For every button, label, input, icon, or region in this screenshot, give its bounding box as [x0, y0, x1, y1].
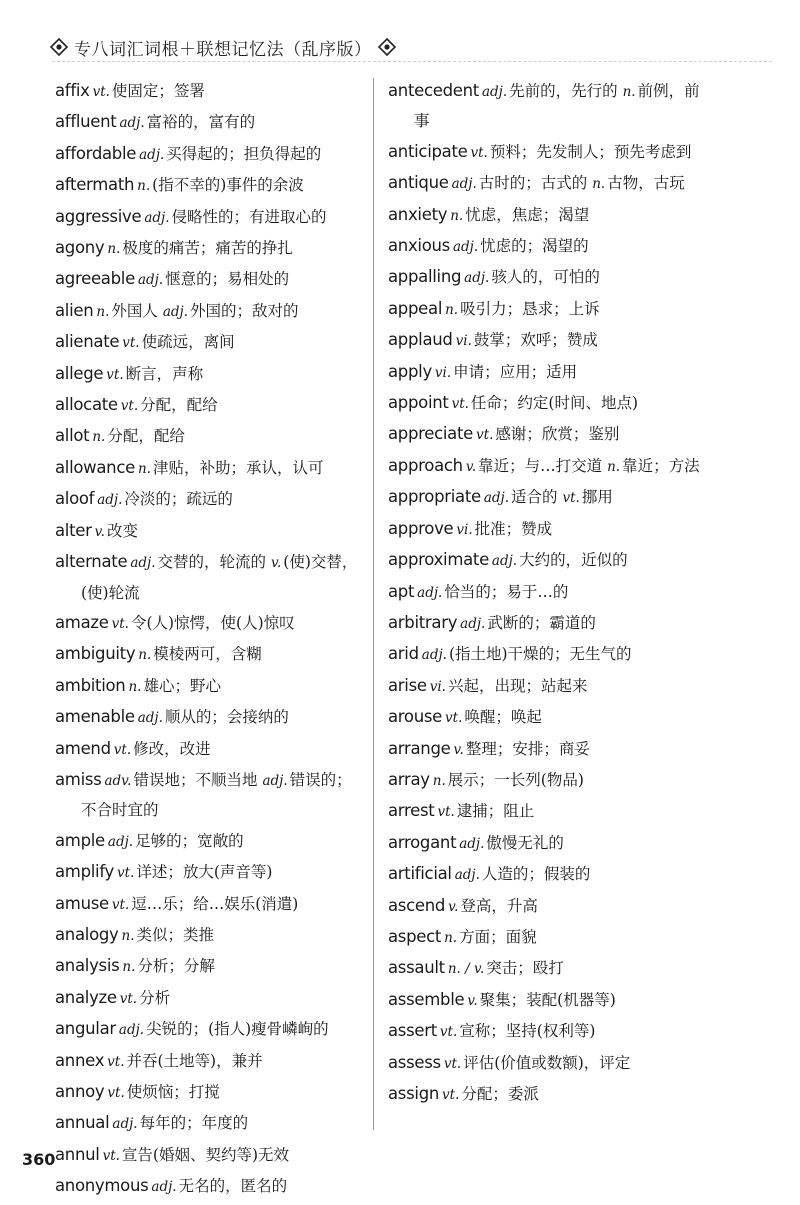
headword: alternate	[55, 552, 128, 572]
headword: arrest	[388, 801, 435, 821]
definition: 古时的；古式的	[478, 174, 588, 193]
definition: 古物，古玩	[607, 174, 685, 193]
definition: 交替的，轮流的	[157, 553, 266, 572]
part-of-speech: n.	[607, 458, 621, 475]
definition: 使固定；签署	[111, 82, 205, 100]
vocab-entry	[388, 545, 703, 576]
part-of-speech: vt.	[111, 896, 130, 913]
headword: annex	[55, 1050, 105, 1070]
definition: 改变	[106, 521, 138, 540]
part-of-speech: n.	[128, 678, 142, 695]
vocab-entry	[388, 985, 703, 1016]
headword: array	[388, 769, 430, 789]
part-of-speech: vt.	[102, 1147, 120, 1164]
headword: arrogant	[388, 832, 457, 852]
part-of-speech: n.	[121, 927, 135, 944]
definition: 申请；应用；适用	[453, 362, 578, 381]
vocab-entry	[388, 137, 703, 168]
definition: 前例，前事	[414, 82, 700, 131]
part-of-speech: adj.	[139, 146, 165, 163]
part-of-speech: vt.	[443, 1055, 462, 1072]
definition: 买得起的；担负得起的	[166, 144, 322, 163]
definition: 武断的；霸道的	[487, 613, 596, 632]
definition: 唤醒；唤起	[464, 708, 542, 727]
part-of-speech: adj.	[119, 115, 145, 132]
definition: 任命；约定(时间、地点)	[470, 394, 639, 413]
part-of-speech: adj.	[454, 867, 480, 884]
part-of-speech: adj.	[151, 1179, 177, 1196]
vocab-entry	[55, 920, 367, 951]
definition: 尖锐的；(指人)瘦骨嶙峋的	[146, 1020, 329, 1039]
page-number: 360	[22, 1150, 56, 1169]
vocab-entry	[55, 951, 367, 982]
headword: applaud	[388, 330, 453, 350]
headword: aspect	[388, 926, 442, 946]
headword: amend	[55, 738, 111, 758]
headword: analogy	[55, 924, 119, 944]
vocab-entry	[388, 262, 703, 293]
part-of-speech: v.	[270, 555, 282, 572]
vocab-entry	[55, 547, 367, 608]
headword: amiss	[55, 769, 102, 789]
part-of-speech: adj.	[97, 492, 123, 509]
headword: allocate	[55, 395, 118, 415]
definition: 修改，改进	[133, 739, 211, 758]
headword: annoy	[55, 1082, 105, 1101]
definition: 兴起，出现；站起来	[447, 676, 588, 695]
vocab-entry	[388, 1016, 703, 1047]
definition: 适合的	[511, 488, 558, 507]
part-of-speech: n.	[138, 647, 152, 664]
headword: arouse	[388, 707, 443, 727]
part-of-speech: n.	[450, 207, 464, 224]
vocab-entry	[388, 76, 703, 137]
part-of-speech: vt.	[442, 1087, 460, 1103]
part-of-speech: vi.	[434, 364, 452, 381]
part-of-speech: adj.	[421, 647, 447, 664]
headword: appropriate	[388, 487, 481, 507]
part-of-speech: adj.	[464, 270, 490, 287]
vocab-entry	[55, 327, 367, 358]
part-of-speech: adj.	[118, 1022, 145, 1039]
vocab-entry	[55, 359, 367, 390]
headword: analysis	[55, 956, 120, 976]
part-of-speech: v.	[467, 992, 478, 1009]
part-of-speech: adj.	[452, 239, 479, 256]
headword: ascend	[388, 895, 446, 915]
part-of-speech: vt.	[445, 710, 463, 727]
definition: 足够的；宽敞的	[135, 831, 244, 850]
part-of-speech: vt.	[120, 398, 139, 415]
definition: 惬意的；易相处的	[165, 270, 290, 289]
vocab-entry	[55, 264, 367, 295]
headword: apply	[388, 361, 432, 381]
definition: 骇人的，可怕的	[491, 268, 600, 287]
definition: 分析；分解	[137, 957, 215, 976]
part-of-speech: adj.	[112, 1116, 138, 1133]
part-of-speech: n.	[622, 84, 636, 100]
part-of-speech: vt.	[122, 335, 140, 352]
vocab-entry	[55, 1014, 367, 1045]
part-of-speech: adj.	[481, 84, 508, 100]
part-of-speech: adj.	[491, 553, 518, 570]
definition: 吸引力；恳求；上诉	[460, 299, 600, 318]
part-of-speech: adj.	[137, 272, 164, 289]
definition: 登高，升高	[460, 896, 538, 915]
part-of-speech: n.	[107, 241, 121, 258]
headword: allege	[55, 363, 104, 383]
definition: 每年的；年度的	[139, 1114, 249, 1133]
vocab-entry	[388, 828, 703, 859]
headword: amaze	[55, 612, 109, 632]
header-rule	[52, 61, 772, 62]
vocab-entry	[388, 734, 703, 765]
vocab-entry	[388, 451, 703, 482]
part-of-speech: n.	[444, 929, 458, 946]
vocab-entry	[388, 859, 703, 890]
vocab-entry	[55, 233, 367, 264]
part-of-speech: adj.	[451, 176, 477, 193]
part-of-speech: v.	[453, 741, 464, 758]
vocab-entry	[55, 1077, 367, 1108]
diamond-ornament-icon	[50, 38, 68, 56]
vocab-entry	[55, 139, 367, 170]
definition: 模棱两可，含糊	[153, 645, 262, 664]
vocab-entry	[55, 608, 367, 639]
part-of-speech: adj.	[417, 584, 443, 601]
definition: 方面；面貌	[459, 927, 537, 946]
column-divider	[373, 78, 374, 1130]
vocab-entry	[55, 484, 367, 515]
definition: 突击；殴打	[486, 959, 564, 978]
vocab-entry	[55, 1046, 367, 1077]
vocab-entry	[55, 639, 367, 670]
vocab-entry	[55, 702, 367, 733]
part-of-speech: vt.	[113, 741, 132, 758]
vocab-entry	[388, 419, 703, 450]
part-of-speech: vt.	[439, 1024, 458, 1041]
vocab-entry	[55, 1108, 367, 1139]
vocab-entry	[55, 107, 367, 138]
vocab-entry	[388, 294, 703, 325]
vocab-entry	[55, 76, 367, 107]
vocab-entry	[388, 577, 703, 608]
definition: 恰当的；易于…的	[444, 582, 569, 601]
part-of-speech: n.	[96, 303, 110, 320]
vocab-entry	[55, 296, 367, 327]
vocab-entry	[388, 796, 703, 827]
headword: assess	[388, 1052, 441, 1072]
headword: anxiety	[388, 204, 448, 224]
vocab-entry	[388, 639, 703, 670]
vocab-entry	[55, 421, 367, 452]
part-of-speech: vt.	[119, 990, 138, 1007]
part-of-speech: n.	[137, 460, 151, 477]
part-of-speech: vt.	[476, 427, 494, 444]
part-of-speech: adv.	[104, 772, 132, 789]
part-of-speech: n.	[592, 176, 606, 193]
definition: 逮捕；阻止	[456, 802, 535, 821]
part-of-speech: vt.	[117, 865, 135, 882]
book-title: 专八词汇词根＋联想记忆法（乱序版）	[74, 39, 372, 60]
vocab-entry	[388, 1079, 703, 1110]
headword: allowance	[55, 457, 135, 477]
vocab-entry	[55, 765, 367, 826]
vocab-entry	[388, 922, 703, 953]
headword: aggressive	[55, 206, 142, 226]
part-of-speech: adj.	[459, 835, 485, 852]
headword: appalling	[388, 267, 462, 287]
part-of-speech: adj.	[483, 490, 510, 507]
part-of-speech: vt.	[106, 366, 124, 383]
definition: 分配，配给	[140, 396, 218, 415]
definition: 大约的，近似的	[519, 551, 628, 570]
definition: 富裕的，富有的	[146, 113, 256, 132]
definition: 分析	[139, 988, 171, 1007]
headword: arid	[388, 644, 419, 664]
part-of-speech: n.	[445, 301, 459, 318]
definition: 顺从的；会接纳的	[164, 708, 289, 727]
definition: 使烦恼；打搅	[126, 1083, 220, 1101]
headword: approach	[388, 455, 463, 475]
definition: 逗…乐；给…娱乐(消遣)	[131, 894, 299, 913]
part-of-speech: n.	[92, 429, 106, 446]
definition: 极度的痛苦；痛苦的挣扎	[122, 239, 293, 258]
part-of-speech: adj.	[107, 833, 134, 850]
headword: annual	[55, 1113, 110, 1133]
headword: assemble	[388, 989, 465, 1009]
vocab-entry	[55, 857, 367, 888]
headword: antique	[388, 173, 449, 193]
part-of-speech: n.	[432, 772, 446, 789]
vocab-entry	[388, 482, 703, 513]
part-of-speech: vt.	[437, 804, 455, 821]
definition: 展示；一长列(物品)	[447, 770, 584, 789]
definition: 宣告(婚姻、契约等)无效	[121, 1145, 290, 1164]
headword: assault	[388, 958, 445, 978]
definition: 详述；放大(声音等)	[136, 863, 273, 882]
vocab-entry	[388, 388, 703, 419]
definition: 感谢；欣赏；鉴别	[495, 425, 620, 444]
vocab-entry	[388, 357, 703, 388]
headword: anxious	[388, 236, 450, 256]
definition: (指土地)干燥的；无生气的	[448, 645, 632, 664]
vocab-entry	[55, 826, 367, 857]
headword: appreciate	[388, 424, 474, 444]
definition: 外国的；敌对的	[190, 301, 299, 320]
vocab-entry	[388, 1048, 703, 1079]
definition: 人造的；假装的	[481, 865, 591, 884]
vocab-entry	[55, 889, 367, 920]
headword: anticipate	[388, 141, 468, 161]
vocab-entry	[388, 200, 703, 231]
headword: apt	[388, 581, 415, 601]
vocab-entry	[55, 1140, 367, 1171]
vocab-entry	[388, 514, 703, 545]
vocab-entry	[55, 983, 367, 1014]
definition: 评估(价值或数额)，评定	[463, 1053, 631, 1072]
part-of-speech: vi.	[429, 678, 446, 695]
definition: 侵略性的；有进取心的	[171, 207, 327, 226]
part-of-speech: vt.	[92, 84, 110, 100]
headword: assert	[388, 1021, 437, 1041]
definition: 忧虑的；渴望的	[480, 237, 589, 256]
headword: assign	[388, 1084, 440, 1103]
headword: agreeable	[55, 269, 135, 289]
part-of-speech: vt.	[451, 396, 469, 413]
definition: 宣称；坚持(权利等)	[459, 1022, 596, 1041]
vocab-entry	[388, 765, 703, 796]
definition: 冷淡的；疏远的	[124, 490, 233, 509]
headword: alter	[55, 520, 92, 540]
vocab-entry	[55, 671, 367, 702]
vocab-entry	[388, 231, 703, 262]
headword: approve	[388, 518, 454, 538]
definition: 靠近；与…打交道	[478, 456, 603, 475]
part-of-speech: vt.	[111, 615, 129, 632]
definition: 聚集；装配(机器等)	[479, 990, 616, 1009]
definition: 断言，声称	[125, 364, 204, 383]
vocab-entry	[388, 702, 703, 733]
definition: 鼓掌；欢呼；赞成	[473, 331, 598, 350]
vocab-entry	[55, 1171, 367, 1202]
headword: ambition	[55, 675, 126, 695]
headword: anonymous	[55, 1176, 149, 1196]
headword: angular	[55, 1019, 116, 1039]
vocab-entry	[388, 953, 703, 984]
definition: 分配；委派	[461, 1085, 539, 1103]
definition: 先前的，先行的	[509, 82, 618, 100]
definition: (指不幸的)事件的余波	[152, 176, 304, 195]
vocab-entry	[388, 671, 703, 702]
definition: 类似；类推	[136, 925, 215, 944]
vocab-entry	[55, 202, 367, 233]
headword: alienate	[55, 332, 120, 352]
part-of-speech: adj.	[460, 615, 486, 632]
headword: ambiguity	[55, 644, 136, 664]
definition: 雄心；野心	[143, 676, 221, 695]
vocab-entry	[55, 734, 367, 765]
headword: aftermath	[55, 175, 135, 195]
vocab-entry	[388, 168, 703, 199]
part-of-speech: adj.	[262, 772, 288, 789]
headword: arise	[388, 675, 427, 695]
headword: ample	[55, 830, 105, 850]
definition: 错误的；不合时宜的	[81, 770, 352, 820]
headword: amuse	[55, 893, 109, 913]
definition: 忧虑，焦虑；渴望	[465, 205, 590, 224]
headword: antecedent	[388, 81, 479, 100]
definition: 靠近；方法	[622, 456, 700, 475]
vocab-entry	[55, 516, 367, 547]
headword: artificial	[388, 864, 452, 884]
definition: 并吞(土地等)，兼并	[126, 1051, 263, 1070]
part-of-speech: adj.	[144, 209, 170, 226]
vocab-entry	[388, 608, 703, 639]
part-of-speech: n. / v.	[447, 961, 485, 978]
vocab-entry	[55, 453, 367, 484]
definition: 批准；赞成	[474, 519, 553, 538]
part-of-speech: vi.	[455, 333, 472, 350]
headword: arrange	[388, 738, 451, 758]
headword: affordable	[55, 143, 137, 163]
headword: allot	[55, 426, 90, 446]
headword: approximate	[388, 550, 489, 570]
part-of-speech: vt.	[470, 144, 488, 161]
right-column	[388, 76, 703, 1110]
vocab-entry	[388, 891, 703, 922]
vocab-entry	[388, 325, 703, 356]
headword: analyze	[55, 987, 117, 1007]
vocab-entry	[55, 170, 367, 201]
definition: 挪用	[581, 488, 613, 507]
definition: 预料；先发制人；预先考虑到	[489, 142, 692, 161]
headword: agony	[55, 238, 105, 258]
part-of-speech: adj.	[162, 303, 189, 320]
part-of-speech: n.	[122, 959, 136, 976]
headword: affix	[55, 81, 90, 100]
part-of-speech: v.	[465, 458, 477, 475]
definition: 傲慢无礼的	[486, 833, 564, 852]
diamond-ornament-icon	[378, 38, 396, 56]
definition: 整理；安排；商妥	[465, 739, 590, 758]
headword: amplify	[55, 862, 115, 882]
vocab-entry	[55, 390, 367, 421]
headword: appoint	[388, 393, 449, 413]
part-of-speech: vi.	[456, 521, 473, 538]
definition: 分配，配给	[107, 427, 185, 446]
definition: 使疏远，离间	[141, 333, 235, 352]
part-of-speech: adj.	[137, 710, 163, 727]
headword: appeal	[388, 298, 443, 318]
part-of-speech: vt.	[107, 1085, 125, 1101]
left-column	[55, 76, 367, 1203]
headword: alien	[55, 300, 94, 320]
headword: affluent	[55, 112, 117, 132]
definition: 津贴，补助；承认，认可	[152, 458, 324, 477]
part-of-speech: adj.	[130, 555, 156, 572]
definition: 外国人	[111, 301, 158, 320]
part-of-speech: n.	[137, 178, 151, 195]
headword: amenable	[55, 707, 135, 727]
headword: aloof	[55, 489, 95, 509]
part-of-speech: vt.	[107, 1053, 125, 1070]
part-of-speech: v.	[94, 523, 105, 540]
definition: 无名的，匿名的	[178, 1177, 288, 1196]
definition: 错误地；不顺当地	[133, 770, 258, 789]
definition: (使)交替，(使)轮流	[81, 553, 358, 602]
running-header	[50, 30, 420, 64]
part-of-speech: v.	[448, 898, 459, 915]
headword: annul	[55, 1144, 100, 1164]
headword: arbitrary	[388, 612, 458, 632]
part-of-speech: vt.	[562, 490, 580, 507]
definition: 令(人)惊愕，使(人)惊叹	[130, 613, 295, 632]
